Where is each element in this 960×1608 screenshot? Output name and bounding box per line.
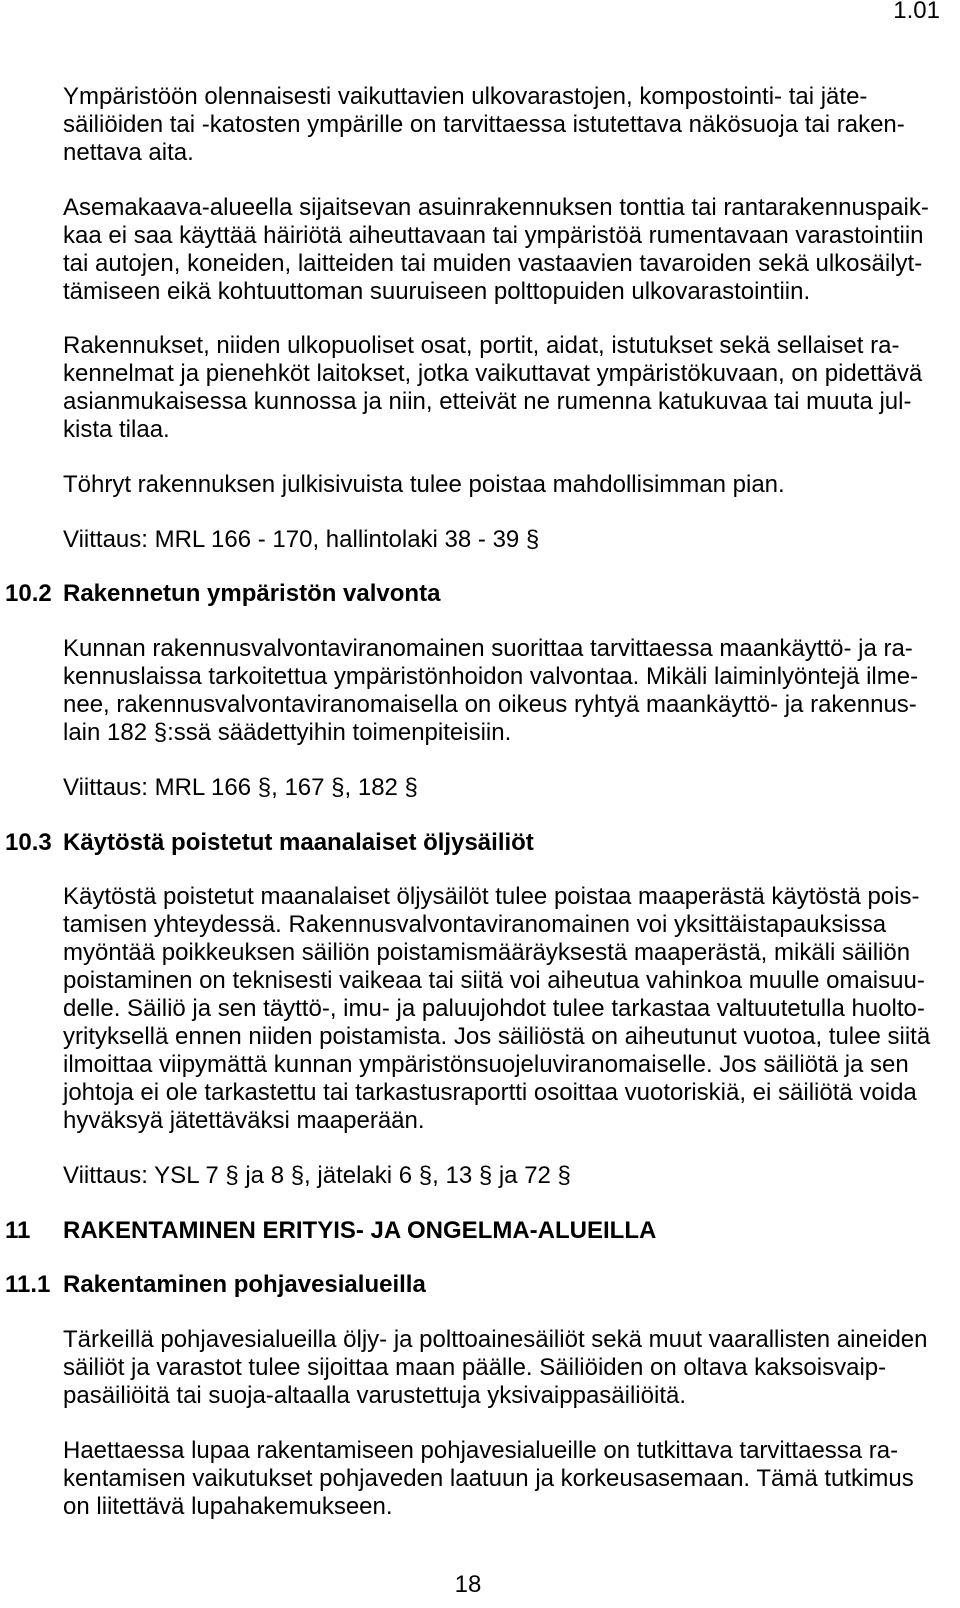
- chapter-heading: [0, 1217, 960, 1245]
- paragraph-line: Haettaessa lupaa rakentamiseen pohjavesialueille on tutkittava tarvittaessa ra-: [63, 1436, 899, 1464]
- paragraph-line: kista tilaa.: [63, 416, 170, 444]
- paragraph-line: Rakennukset, niiden ulkopuoliset osat, portit, aidat, istutukset sekä sellaiset ra-: [63, 332, 900, 360]
- paragraph-line: lain 182 §:ssä säädettyihin toimenpiteisiin.: [63, 719, 512, 747]
- paragraph-line: Käytöstä poistetut maanalaiset öljysäilöt tulee poistaa maaperästä käytöstä pois-: [63, 883, 920, 911]
- section-10-2: [0, 580, 960, 801]
- paragraph: [63, 471, 960, 499]
- paragraph: [63, 1326, 960, 1410]
- paragraph: [63, 194, 960, 306]
- paragraph-line: kennelmat ja pienehköt laitokset, jotka vaikuttavat ympäristökuvaan, on pidettävä: [63, 360, 923, 388]
- paragraph-line: Töhryt rakennuksen julkisivuista tulee poistaa mahdollisimman pian.: [63, 471, 785, 499]
- paragraph-line: nettava aita.: [63, 139, 194, 166]
- reference-paragraph: [63, 526, 960, 554]
- paragraph-line: pasäiliöitä tai suoja-altaalla varustettuja yksivaippasäiliöitä.: [63, 1381, 687, 1409]
- section-number: 10.3: [5, 828, 52, 856]
- paragraph-line: Ympäristöön olennaisesti vaikuttavien ulkovarastojen, kompostointi- tai jäte-: [63, 83, 868, 110]
- paragraph-line: hyväksyä jätettäväksi maaperään.: [63, 1107, 425, 1135]
- paragraph-line: delle. Säiliö ja sen täyttö-, imu- ja paluujohdot tulee tarkastaa valtuutetulla huolto-: [63, 995, 925, 1023]
- paragraph-line: kaa ei saa käyttää häiriötä aiheuttavaan tai ympäristöä rumentavaan varastointiin: [63, 221, 924, 249]
- paragraph-line: tamisen yhteydessä. Rakennusvalvontaviranomainen voi yksittäistapauksissa: [63, 911, 887, 939]
- paragraph-line: on liitettävä lupahakemukseen.: [63, 1492, 393, 1520]
- section-number: 10.2: [5, 580, 52, 608]
- section-title: Rakentaminen pohjavesialueilla: [63, 1271, 426, 1299]
- paragraph-line: myöntää poikkeuksen säiliön poistamismääräyksestä maaperästä, mikäli säiliön: [63, 939, 911, 967]
- paragraph-line: ilmoittaa viipymättä kunnan ympäristönsuojeluviranomaiselle. Jos säiliötä ja sen: [63, 1051, 909, 1079]
- paragraph-line: tämiseen eikä kohtuuttoman suuruiseen polttopuiden ulkovarastointiin.: [63, 277, 811, 305]
- paragraph-line: säiliöiden tai -katosten ympärille on tarvittaessa istutettava näkösuoja tai raken-: [63, 111, 905, 138]
- paragraph-line: johtoja ei ole tarkastettu tai tarkastusraportti osoittaa vuotoriskiä, ei säiliötä voida: [63, 1079, 917, 1107]
- paragraph-line: nee, rakennusvalvontaviranomaisella on oikeus ryhtyä maankäyttö- ja rakennus-: [63, 691, 917, 719]
- paragraph-line: tai autojen, koneiden, laitteiden tai muiden vastaavien tavaroiden sekä ulkosäilyt-: [63, 249, 923, 277]
- section-intro: [0, 83, 960, 554]
- section-title: Rakennetun ympäristön valvonta: [63, 580, 441, 608]
- paragraph-line: poistaminen on teknisesti vaikeaa tai siitä voi aiheutua vahinkoa muulle omaisuu-: [63, 967, 925, 995]
- document-body: [0, 83, 960, 1547]
- paragraph: [63, 635, 960, 747]
- section-title: RAKENTAMINEN ERITYIS- JA ONGELMA-ALUEILLA: [63, 1216, 657, 1244]
- paragraph-line: kentamisen vaikutukset pohjaveden laatuun ja korkeusasemaan. Tämä tutkimus: [63, 1464, 914, 1492]
- paragraph-line: Viittaus: MRL 166 §, 167 §, 182 §: [63, 773, 418, 801]
- section-title: Käytöstä poistetut maanalaiset öljysäiliöt: [63, 828, 534, 856]
- section-heading: [0, 1271, 960, 1299]
- paragraph-line: Viittaus: YSL 7 § ja 8 §, jätelaki 6 §, 13 § ja 72 §: [63, 1161, 571, 1189]
- paragraph-line: Kunnan rakennusvalvontaviranomainen suorittaa tarvittaessa maankäyttö- ja ra-: [63, 635, 913, 663]
- paragraph-line: Asemakaava-alueella sijaitsevan asuinrakennuksen tonttia tai rantarakennuspaik-: [63, 193, 929, 221]
- reference-paragraph: [63, 1162, 960, 1190]
- paragraph-line: yrityksellä ennen niiden poistamista. Jos säiliöstä on aiheutunut vuotoa, tulee siitä: [63, 1023, 931, 1051]
- paragraph: [63, 883, 960, 1135]
- section-heading: [0, 829, 960, 857]
- section-11: [0, 1217, 960, 1245]
- paragraph-line: Tärkeillä pohjavesialueilla öljy- ja polttoainesäiliöt sekä muut vaarallisten aineiden: [63, 1325, 928, 1353]
- section-11-1: [0, 1271, 960, 1520]
- paragraph-line: kennuslaissa tarkoitettua ympäristönhoidon valvontaa. Mikäli laiminlyöntejä ilme-: [63, 663, 919, 691]
- section-heading: [0, 580, 960, 608]
- paragraph: [63, 1437, 960, 1521]
- section-number: 11.1: [5, 1271, 51, 1299]
- paragraph-line: säiliöt ja varastot tulee sijoittaa maan päälle. Säiliöiden on oltava kaksoisvaip-: [63, 1353, 887, 1381]
- reference-paragraph: [63, 774, 960, 802]
- section-10-3: [0, 829, 960, 1190]
- paragraph: [63, 332, 960, 444]
- revision-number: 1.01: [893, 0, 940, 24]
- paragraph-line: Viittaus: MRL 166 - 170, hallintolaki 38 - 39 §: [63, 525, 540, 553]
- paragraph-line: asianmukaisessa kunnossa ja niin, etteivät ne rumenna katukuvaa tai muuta jul-: [63, 388, 912, 416]
- page-number: 18: [454, 1571, 482, 1598]
- section-number: 11: [5, 1216, 31, 1244]
- paragraph: [63, 83, 960, 167]
